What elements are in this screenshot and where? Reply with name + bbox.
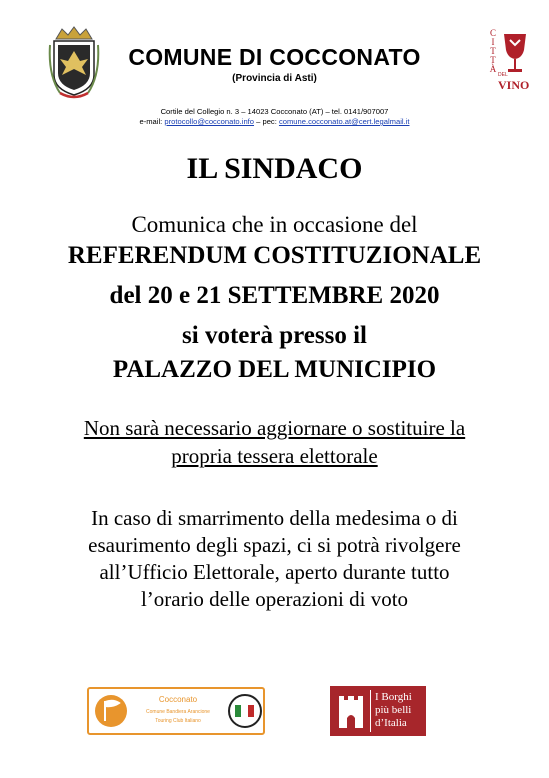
borghi-piu-belli-logo: [330, 686, 426, 736]
info-line-2: esaurimento degli spazi, ci si potrà rivolgere: [88, 533, 461, 557]
bandiera-arancione-logo: [87, 687, 265, 735]
info-line-4: l’orario delle operazioni di voto: [140, 587, 409, 611]
vino-mid-label: DEL: [498, 72, 508, 78]
notice-line-2: propria tessera elettorale: [171, 444, 378, 468]
vino-bottom-label: VINO: [498, 78, 530, 92]
email-label: e-mail:: [139, 117, 163, 126]
citta-del-vino-logo: [486, 28, 536, 94]
pec-link[interactable]: comune.cocconato.at@cert.legalmail.it: [278, 117, 410, 126]
wine-glass-icon: [500, 32, 530, 74]
contact-line: [0, 117, 549, 126]
bandiera-sub2: Touring Club Italiano: [155, 718, 201, 724]
castle-tower-icon: [336, 692, 366, 730]
date-line: del 20 e 21 SETTEMBRE 2020: [109, 282, 440, 309]
location-intro-line: si voterà presso il: [182, 322, 367, 349]
borghi-line-1: I Borghi: [375, 691, 412, 703]
province-subtitle: (Provincia di Asti): [232, 73, 317, 84]
borghi-divider: [370, 690, 371, 732]
touring-club-icon: [227, 693, 263, 729]
pec-label: – pec:: [256, 117, 277, 126]
borghi-line-3: d’Italia: [375, 717, 407, 729]
info-line-3: all’Ufficio Elettorale, aperto durante tutto: [99, 560, 450, 584]
comune-title: COMUNE DI COCCONATO: [128, 44, 421, 70]
intro-text: Comunica che in occasione del: [131, 212, 418, 237]
notice-line-1: Non sarà necessario aggiornare o sostituire la: [83, 416, 466, 440]
location-line: PALAZZO DEL MUNICIPIO: [112, 356, 437, 383]
vino-top-label: CITTÀ: [488, 28, 498, 73]
sindaco-heading: IL SINDACO: [186, 152, 363, 185]
notice-paragraph: [0, 414, 549, 470]
bandiera-sub1: Comune Bandiera Arancione: [146, 709, 210, 715]
borghi-line-2: più belli: [375, 704, 412, 716]
address-line: Cortile del Collegio n. 3 – 14023 Cocconato (AT) – tel. 0141/907007: [160, 107, 389, 116]
referendum-line: REFERENDUM COSTITUZIONALE: [67, 242, 482, 269]
borghi-text: [375, 691, 412, 730]
orange-flag-icon: [93, 693, 129, 729]
email-link[interactable]: protocollo@cocconato.info: [164, 117, 255, 126]
info-line-1: In caso di smarrimento della medesima o di: [91, 506, 458, 530]
bandiera-title: Cocconato: [158, 695, 198, 704]
info-paragraph: [0, 505, 549, 613]
